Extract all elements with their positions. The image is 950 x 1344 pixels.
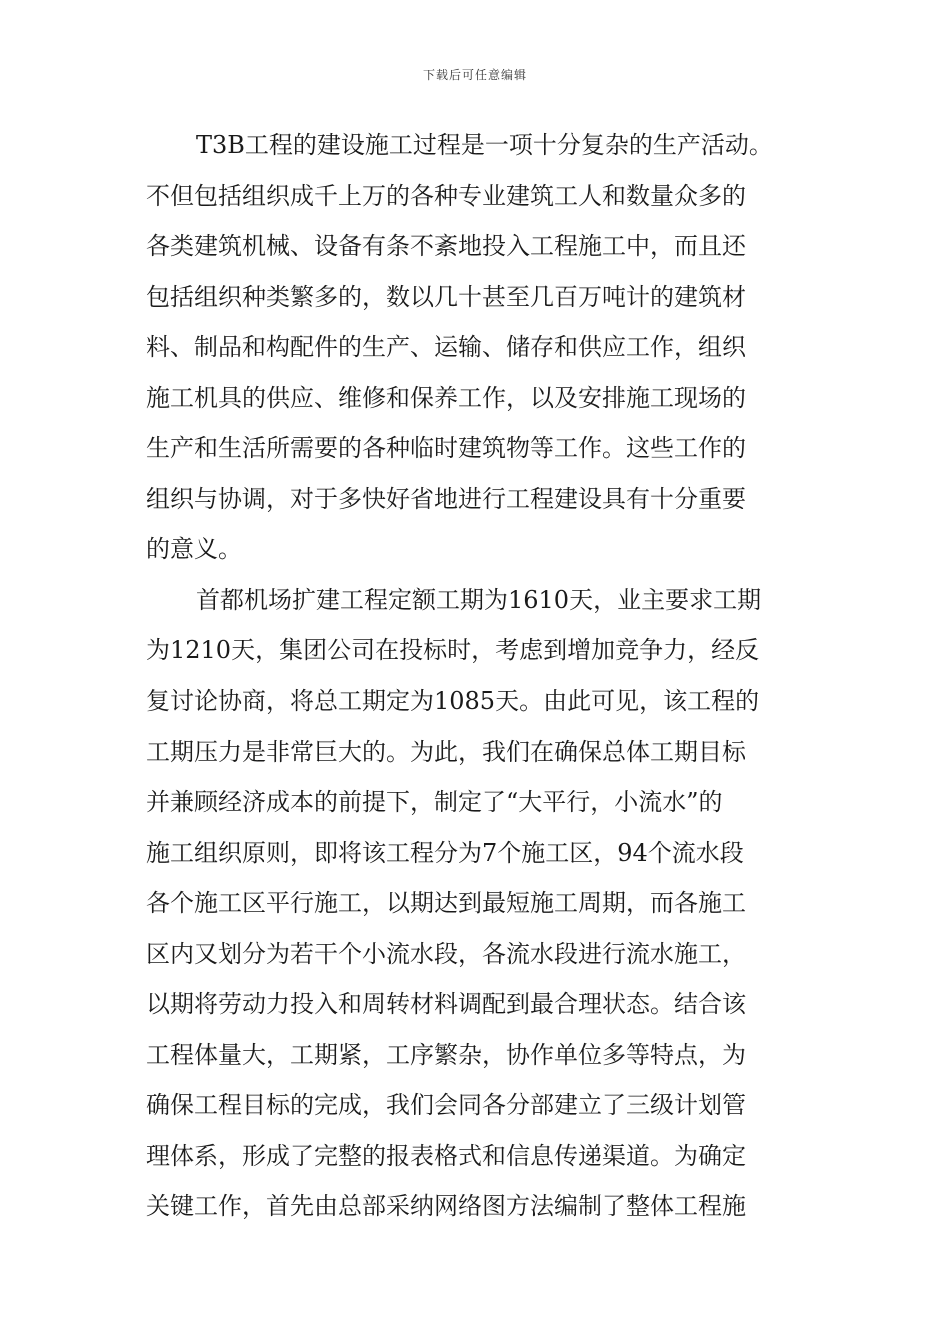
text-line: 包括组织种类繁多的，数以几十甚至几百万吨计的建筑材 (146, 282, 746, 311)
text-line: 各类建筑机械、设备有条不紊地投入工程施工中，而且还 (146, 232, 746, 261)
text-line: 料、制品和构配件的生产、运输、储存和供应工作，组织 (146, 333, 746, 362)
text-line: 复讨论协商，将总工期定为1085天。由此可见，该工程的 (146, 687, 760, 716)
text-line: 关键工作，首先由总部采纳网络图方法编制了整体工程施 (146, 1192, 746, 1221)
text-line: 为1210天，集团公司在投标时，考虑到增加竞争力，经反 (146, 636, 760, 665)
text-line: 工程体量大，工期紧，工序繁杂，协作单位多等特点，为 (146, 1040, 746, 1069)
text-line: 各个施工区平行施工，以期达到最短施工周期，而各施工 (146, 889, 746, 918)
text-line: 生产和生活所需要的各种临时建筑物等工作。这些工作的 (146, 434, 746, 463)
text-line: 不但包括组织成千上万的各种专业建筑工人和数量众多的 (146, 181, 746, 210)
text-line: 区内又划分为若干个小流水段，各流水段进行流水施工， (146, 939, 746, 968)
page-header: 下载后可任意编辑 (422, 68, 527, 82)
text-line: 以期将劳动力投入和周转材料调配到最合理状态。结合该 (146, 990, 746, 1019)
text-line: 工期压力是非常巨大的。为此，我们在确保总体工期目标 (146, 737, 746, 766)
text-line: 的意义。 (146, 535, 242, 564)
text-line: 施工机具的供应、维修和保养工作，以及安排施工现场的 (146, 383, 746, 412)
text-line: 首都机场扩建工程定额工期为1610天，业主要求工期 (196, 585, 762, 614)
text-line: 组织与协调，对于多快好省地进行工程建设具有十分重要 (146, 484, 746, 513)
text-line: 确保工程目标的完成，我们会同各分部建立了三级计划管 (146, 1091, 746, 1120)
text-line: 理体系，形成了完整的报表格式和信息传递渠道。为确定 (146, 1141, 746, 1170)
paragraph-1 (146, 128, 806, 583)
paragraph-2 (146, 583, 806, 1240)
text-line: 施工组织原则，即将该工程分为7个施工区，94个流水段 (146, 838, 744, 867)
text-line: T3B工程的建设施工过程是一项十分复杂的生产活动。 (196, 131, 773, 159)
document-body (146, 128, 806, 1240)
text-line: 并兼顾经济成本的前提下，制定了“大平行，小流水”的 (146, 788, 723, 817)
